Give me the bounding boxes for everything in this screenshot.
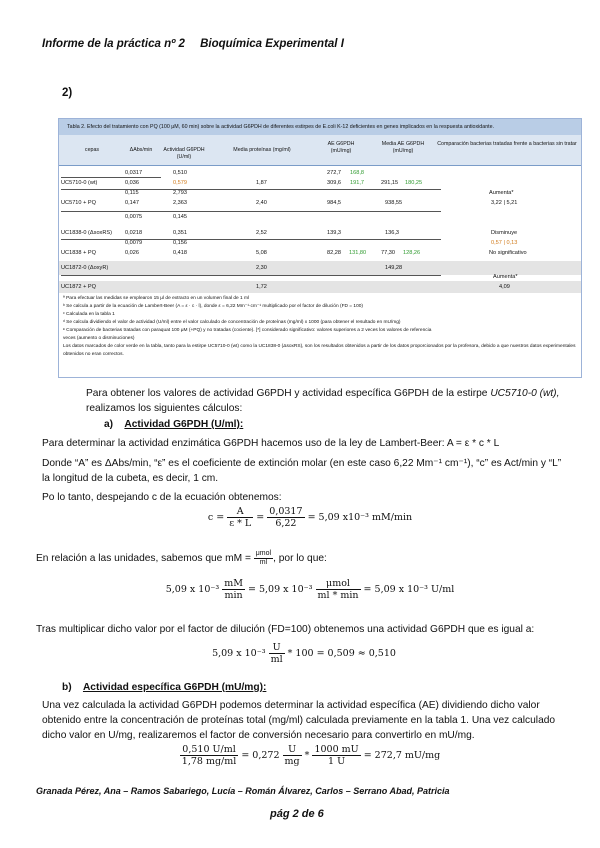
course-title: Bioquímica Experimental I [200, 38, 344, 50]
footer-authors: Granada Pérez, Ana – Ramos Sabariego, Lucía – Román Álvarez, Carlos – Serrano Abad, Patricia [36, 786, 450, 796]
table-notes: ª Para efectuar las medidas se emplearon 15 μl de extracto en un volumen final de 1 ml ᵇ Se calcula a partir de la ecuación de Lambert-Beer (A = ε · c · l), donde ε = 6,22 Mm⁻¹·cm⁻¹ multiplicado por el factor de dilución (FD = 100) ᶜ Calculada en la tabla 1 ᵈ Se calcula dividiendo el valor de actividad (U/ml) entre el valor calculado de concentración de proteínas (mg/ml) x 1000 (para obtener el resultado en mU/mg) ᵉ Comparación de bacterias tratadas con paraquat 100 μM (+PQ) y no tratadas (cociente). [*] considerado significativo: valores superiores a 2 veces los valores de referencia veces (aumento o disminuciones) Los datos marcados de color verde en la tabla, tanto para la estirpe UC5710-0 (wt) como la UC1838-0 (ΔsoxRS), son los resultados obtenidos a partir de los datos proporcionados por la profesora, debido a que nuestros datos experimentales obtenidos no eran correctos. [63, 296, 576, 357]
intro-paragraph: Para obtener los valores de actividad G6PDH y actividad específica G6PDH de la estirpe UC5710-0 (wt), realizamos los siguientes cálculos: [86, 388, 560, 414]
paragraph-solve: Po lo tanto, despejando c de la ecuación obtenemos: [42, 492, 282, 503]
table-row: 0,0075 0,145 [125, 214, 187, 220]
report-title: Informe de la práctica nº 2 [42, 38, 185, 50]
paragraph-specific-activity: Una vez calculada la actividad G6PDH podemos determinar la actividad específica (AE) dividiendo dicho valor obtenido entre la concentración de proteínas total (mg/ml) calculada previamente en la tabla 1. Una vez calculado dicho valor en U/mg, realizaremos el factor de conversión necesario para convertirlo en mU/mg. [42, 700, 556, 741]
paragraph-dilution: Tras multiplicar dicho valor por el factor de dilución (FD=100) obtenemos una actividad G6PDH que es igual a: [36, 624, 535, 635]
equation-c: c = $\frac{A}{\varepsilon * L}$ = $\frac{0,0317}{6,22}$ = 5,09 x10⁻³ mM/min [207, 506, 413, 529]
equation-specific-activity: $\frac{0,510 U/ml}{1,78 mg/ml}$ = 0,272 $\frac{U}{mg}$ * $\frac{1000 mU}{1 U}$ = 272,7 mU/mg [181, 744, 441, 767]
table-row: 0,0317 0,510 272,7 168,8 [125, 170, 364, 176]
section-number: 2) [62, 87, 73, 99]
table-row: UC5710-0 (wt) 0,036 0,579 1,87 309,6 191,7 291,15 180,25 [61, 180, 423, 186]
table-caption: Tabla 2. Efecto del tratamiento con PQ (100 μM, 60 min) sobre la actividad G6PDH de diferentes estirpes de E.coli K-12 deficientes en genes implicados en la respuesta antioxidante. [59, 119, 581, 135]
table-row: UC5710 + PQ 0,147 2,363 2,40 984,5 938,55 3,22 | 5,21 [61, 200, 518, 206]
col-comparison: Comparación bacterias tratadas frente a bacterias sin tratar [437, 141, 577, 147]
paragraph-units: En relación a las unidades, sabemos que mM = $\frac{\text{μmol}}{ml}$ , por lo que: [36, 550, 327, 566]
col-ae: AE G6PDH (mU/mg) [327, 141, 355, 154]
paragraph-definitions: Donde “A” es ΔAbs/min, “ε” es el coeficiente de extinción molar (en este caso 6,22 Mm⁻¹ cm⁻¹), “c” es Act/min y “L” la longitud de la cubeta, es decir, 1 cm. [42, 458, 562, 484]
page-number: pág 2 de 6 [270, 808, 324, 820]
col-strain: cepas [84, 147, 100, 153]
table-row: Aumenta* [493, 274, 518, 280]
table-row: UC1838 + PQ 0,026 0,418 5,08 82,28 131,80 77,30 128,26 No significativo [61, 250, 527, 256]
paragraph-lambert-beer: Para determinar la actividad enzimática G6PDH hacemos uso de la ley de Lambert-Beer: A = ε * c * L [42, 438, 500, 449]
section-a-heading: a) Actividad G6PDH (U/ml): [104, 419, 244, 430]
col-mean-ae: Media AE G6PDH (mU/mg) [381, 141, 425, 154]
table-row: UC1838-0 (ΔsoxRS) 0,0218 0,351 2,52 139,3 136,3 Disminuye [61, 230, 518, 236]
table-row: 0,0079 0,156 0,57 | 0,13 [125, 240, 518, 246]
table-row: UC1872-0 (ΔoxyR) 2,30 149,28 [59, 261, 581, 275]
equation-dilution: 5,09 x 10⁻³ $\frac{U}{ml}$ * 100 = 0,509 ≈ 0,510 [212, 642, 396, 665]
page-header [42, 38, 356, 50]
table-header [59, 135, 581, 166]
col-protein: Media proteínas (mg/ml) [233, 147, 291, 153]
equation-units: 5,09 x 10⁻³ $\frac{mM}{\min}$ = 5,09 x 10⁻³ $\frac{\text{μmol}}{ml * \min}$ = 5,09 x 10⁻³ U/ml [165, 578, 455, 601]
section-b-heading: b) Actividad específica G6PDH (mU/mg): [62, 682, 267, 693]
col-activity: Actividad G6PDH (U/ml) [163, 147, 205, 160]
table-row: 0,115 2,793 Aumenta* [125, 190, 514, 196]
table-row: UC1872 + PQ 1,72 4,09 [59, 281, 581, 293]
results-table [58, 118, 582, 378]
col-abs: ΔAbs/min [129, 147, 153, 153]
